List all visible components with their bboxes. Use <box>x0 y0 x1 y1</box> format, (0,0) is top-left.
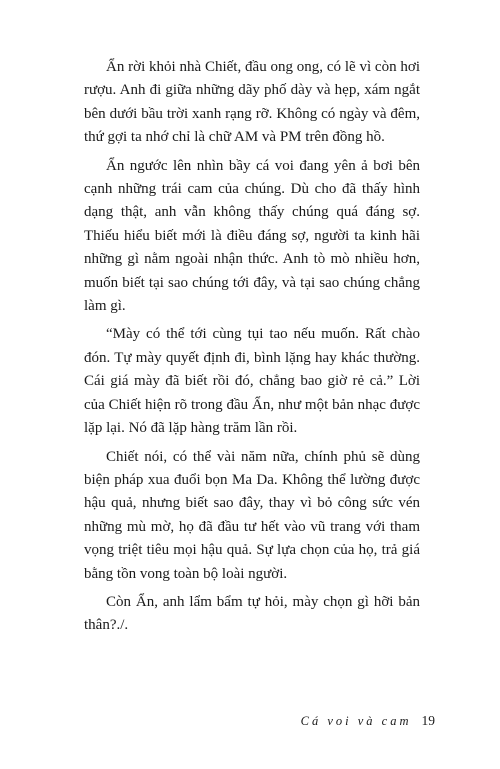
page-footer <box>301 713 435 729</box>
running-title: Cá voi và cam <box>300 714 412 728</box>
paragraph-3: “Mày có thể tới cùng tụi tao nếu muốn. Rất chào đón. Tự mày quyết định đi, bình lặng hay khác thường. Cái giá mày đã biết rồi đó, chẳng bao giờ rẻ cả.” Lời của Chiết hiện rõ trong đầu Ẩn, như một bản nhạc được lặp lại. Nó đã lặp hàng trăm lần rồi. <box>84 326 420 437</box>
page-number: 19 <box>421 713 435 728</box>
paragraph-1: Ẩn rời khỏi nhà Chiết, đầu ong ong, có lẽ vì còn hơi rượu. Anh đi giữa những dãy phố dày và hẹp, xám ngắt bên dưới bầu trời xanh rạng rỡ. Không có ngày và đêm, thứ gợi ta nhớ chỉ là chữ AM và PM trên đồng hồ. <box>84 59 420 146</box>
paragraph-4: Chiết nói, có thể vài năm nữa, chính phủ sẽ dùng biện pháp xua đuổi bọn Ma Da. Không thể lường được hậu quả, nhưng biết sao đây, thay vì bỏ công sức vén những mù mờ, họ đã đầu tư hết vào vũ trang với tham vọng triệt tiêu mọi hậu quả. Sự lựa chọn của họ, trả giá bằng tồn vong toàn bộ loài người. <box>84 448 420 582</box>
paragraph-5: Còn Ẩn, anh lẩm bẩm tự hỏi, mày chọn gì hỡi bản thân?./. <box>84 593 420 634</box>
paragraph-2: Ẩn ngước lên nhìn bầy cá voi đang yên ả bơi bên cạnh những trái cam của chúng. Dù cho đã thấy hình dạng thật, anh vẫn không thấy chúng quá đáng sợ. Thiếu hiểu biết mới là điều đáng sợ, người ta kinh hãi những gì nằm ngoài nhận thức. Anh tò mò nhiều hơn, muốn biết tại sao chúng tới đây, và tại sao chúng chẳng làm gì. <box>84 157 420 315</box>
body-text <box>84 56 420 643</box>
